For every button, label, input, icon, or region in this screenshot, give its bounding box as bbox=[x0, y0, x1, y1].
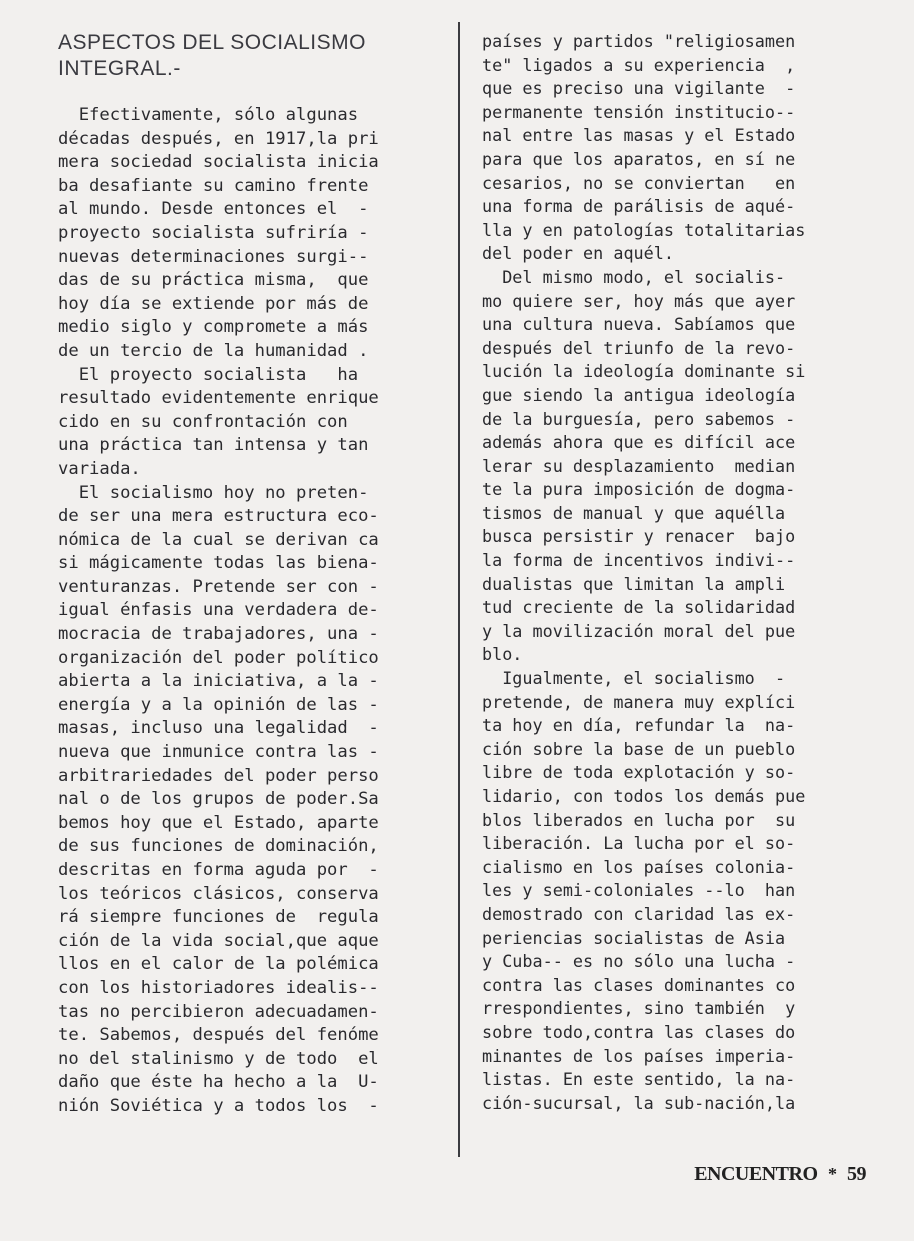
page-number: 59 bbox=[847, 1163, 866, 1185]
text-line: variada. bbox=[58, 458, 141, 479]
right-column bbox=[482, 30, 860, 1115]
text-line: das de su práctica misma, que bbox=[58, 270, 369, 291]
text-line: El proyecto socialista ha bbox=[58, 364, 359, 385]
text-line: bemos hoy que el Estado, aparte bbox=[58, 812, 379, 833]
text-line: daño que éste ha hecho a la U- bbox=[58, 1072, 379, 1093]
text-line: nueva que inmunice contra las - bbox=[58, 742, 379, 763]
text-line: sobre todo,contra las clases do bbox=[482, 1021, 796, 1042]
text-line: descritas en forma aguda por - bbox=[58, 860, 379, 880]
text-line: contra las clases dominantes co bbox=[482, 974, 796, 995]
text-line: además ahora que es difícil ace bbox=[482, 432, 796, 453]
text-line: Del mismo modo, el socialis- bbox=[482, 266, 786, 287]
text-line: ba desafiante su camino frente bbox=[58, 175, 369, 196]
text-line: mera sociedad socialista inicia bbox=[58, 152, 379, 173]
text-line: abierta a la iniciativa, a la - bbox=[58, 671, 379, 692]
page-footer bbox=[694, 1163, 866, 1186]
text-line: lidario, con todos los demás pue bbox=[482, 786, 806, 806]
text-line: blo. bbox=[482, 644, 523, 665]
text-line: países y partidos "religiosamen bbox=[482, 31, 796, 51]
text-line: libre de toda explotación y so- bbox=[482, 762, 796, 783]
text-line: nuevas determinaciones surgi-- bbox=[58, 246, 369, 267]
text-line: te. Sabemos, después del fenóme bbox=[58, 1025, 379, 1046]
text-line: lerar su desplazamiento median bbox=[482, 455, 796, 476]
heading-line: INTEGRAL.- bbox=[58, 57, 181, 80]
text-line: lla y en patologías totalitarias bbox=[482, 219, 806, 240]
text-line: listas. En este sentido, la na- bbox=[482, 1069, 796, 1090]
text-line: periencias socialistas de Asia bbox=[482, 927, 786, 948]
left-column bbox=[58, 30, 448, 1119]
text-line: resultado evidentemente enrique bbox=[58, 388, 379, 409]
text-line: si mágicamente todas las biena- bbox=[58, 553, 379, 574]
text-line: una forma de parálisis de aqué- bbox=[482, 196, 796, 217]
right-column-text bbox=[482, 30, 860, 1115]
text-line: al mundo. Desde entonces el - bbox=[58, 199, 369, 220]
text-line: te la pura imposición de dogma- bbox=[482, 479, 796, 500]
text-line: rá siempre funciones de regula bbox=[58, 907, 379, 928]
text-line: te" ligados a su experiencia , bbox=[482, 54, 796, 75]
text-line: nión Soviética y a todos los - bbox=[58, 1095, 379, 1116]
text-line: cialismo en los países colonia- bbox=[482, 856, 796, 877]
text-line: tismos de manual y que aquélla bbox=[482, 502, 786, 523]
text-line: gue siendo la antigua ideología bbox=[482, 384, 796, 405]
text-line: pretende, de manera muy explíci bbox=[482, 691, 796, 712]
text-line: décadas después, en 1917,la pri bbox=[58, 128, 379, 149]
text-line: El socialismo hoy no preten- bbox=[58, 482, 369, 503]
publication-name: ENCUENTRO bbox=[694, 1163, 818, 1185]
text-line: con los historiadores idealis-- bbox=[58, 977, 379, 998]
text-line: tud creciente de la solidaridad bbox=[482, 597, 796, 618]
text-line: lución la ideología dominante si bbox=[482, 361, 806, 382]
text-line: organización del poder político bbox=[58, 647, 379, 668]
text-line: no del stalinismo y de todo el bbox=[58, 1048, 379, 1069]
text-line: del poder en aquél. bbox=[482, 243, 674, 264]
text-line: permanente tensión institucio-- bbox=[482, 101, 796, 122]
text-line: dualistas que limitan la ampli bbox=[482, 573, 786, 594]
text-line: mo quiere ser, hoy más que ayer bbox=[482, 290, 796, 311]
text-line: energía y a la opinión de las - bbox=[58, 694, 379, 715]
text-line: ta hoy en día, refundar la na- bbox=[482, 715, 796, 736]
text-line: nal entre las masas y el Estado bbox=[482, 125, 796, 146]
text-line: ción de la vida social,que aque bbox=[58, 930, 379, 951]
text-line: de ser una mera estructura eco- bbox=[58, 506, 379, 527]
text-line: y Cuba-- es no sólo una lucha - bbox=[482, 951, 796, 972]
text-line: una práctica tan intensa y tan bbox=[58, 435, 369, 456]
text-line: cesarios, no se conviertan en bbox=[482, 172, 796, 193]
text-line: llos en el calor de la polémica bbox=[58, 954, 379, 975]
text-line: para que los aparatos, en sí ne bbox=[482, 148, 796, 169]
text-line: blos liberados en lucha por su bbox=[482, 809, 796, 830]
text-line: mocracia de trabajadores, una - bbox=[58, 624, 379, 645]
text-line: y la movilización moral del pue bbox=[482, 620, 796, 641]
text-line: proyecto socialista sufriría - bbox=[58, 222, 369, 243]
text-line: Efectivamente, sólo algunas bbox=[58, 105, 359, 125]
text-line: la forma de incentivos indivi-- bbox=[482, 550, 796, 571]
text-line: de sus funciones de dominación, bbox=[58, 836, 379, 857]
text-line: rrespondientes, sino también y bbox=[482, 998, 796, 1019]
text-line: los teóricos clásicos, conserva bbox=[58, 883, 379, 904]
text-line: busca persistir y renacer bajo bbox=[482, 526, 796, 547]
text-line: minantes de los países imperia- bbox=[482, 1045, 796, 1066]
column-divider bbox=[458, 22, 460, 1157]
text-line: liberación. La lucha por el so- bbox=[482, 833, 796, 854]
text-line: les y semi-coloniales --lo han bbox=[482, 880, 796, 901]
text-line: igual énfasis una verdadera de- bbox=[58, 600, 379, 621]
text-line: nal o de los grupos de poder.Sa bbox=[58, 789, 379, 810]
text-line: después del triunfo de la revo- bbox=[482, 337, 796, 358]
text-line: Igualmente, el socialismo - bbox=[482, 668, 786, 689]
text-line: demostrado con claridad las ex- bbox=[482, 903, 796, 924]
heading-line: ASPECTOS DEL SOCIALISMO bbox=[58, 31, 366, 54]
text-line: nómica de la cual se derivan ca bbox=[58, 529, 379, 550]
text-line: ción-sucursal, la sub-nación,la bbox=[482, 1092, 796, 1113]
text-line: de la burguesía, pero sabemos - bbox=[482, 408, 796, 429]
text-line: cido en su confrontación con bbox=[58, 411, 348, 432]
text-line: venturanzas. Pretende ser con - bbox=[58, 576, 379, 597]
article-heading bbox=[58, 30, 448, 82]
text-line: masas, incluso una legalidad - bbox=[58, 718, 379, 739]
footer-separator: * bbox=[828, 1164, 837, 1184]
text-line: ción sobre la base de un pueblo bbox=[482, 738, 796, 759]
text-line: tas no percibieron adecuadamen- bbox=[58, 1001, 379, 1022]
left-column-text bbox=[58, 104, 448, 1119]
text-line: una cultura nueva. Sabíamos que bbox=[482, 314, 796, 335]
text-line: que es preciso una vigilante - bbox=[482, 78, 796, 99]
text-line: medio siglo y compromete a más bbox=[58, 317, 369, 338]
text-line: de un tercio de la humanidad . bbox=[58, 340, 369, 361]
text-line: hoy día se extiende por más de bbox=[58, 293, 369, 314]
text-line: arbitrariedades del poder perso bbox=[58, 765, 379, 786]
